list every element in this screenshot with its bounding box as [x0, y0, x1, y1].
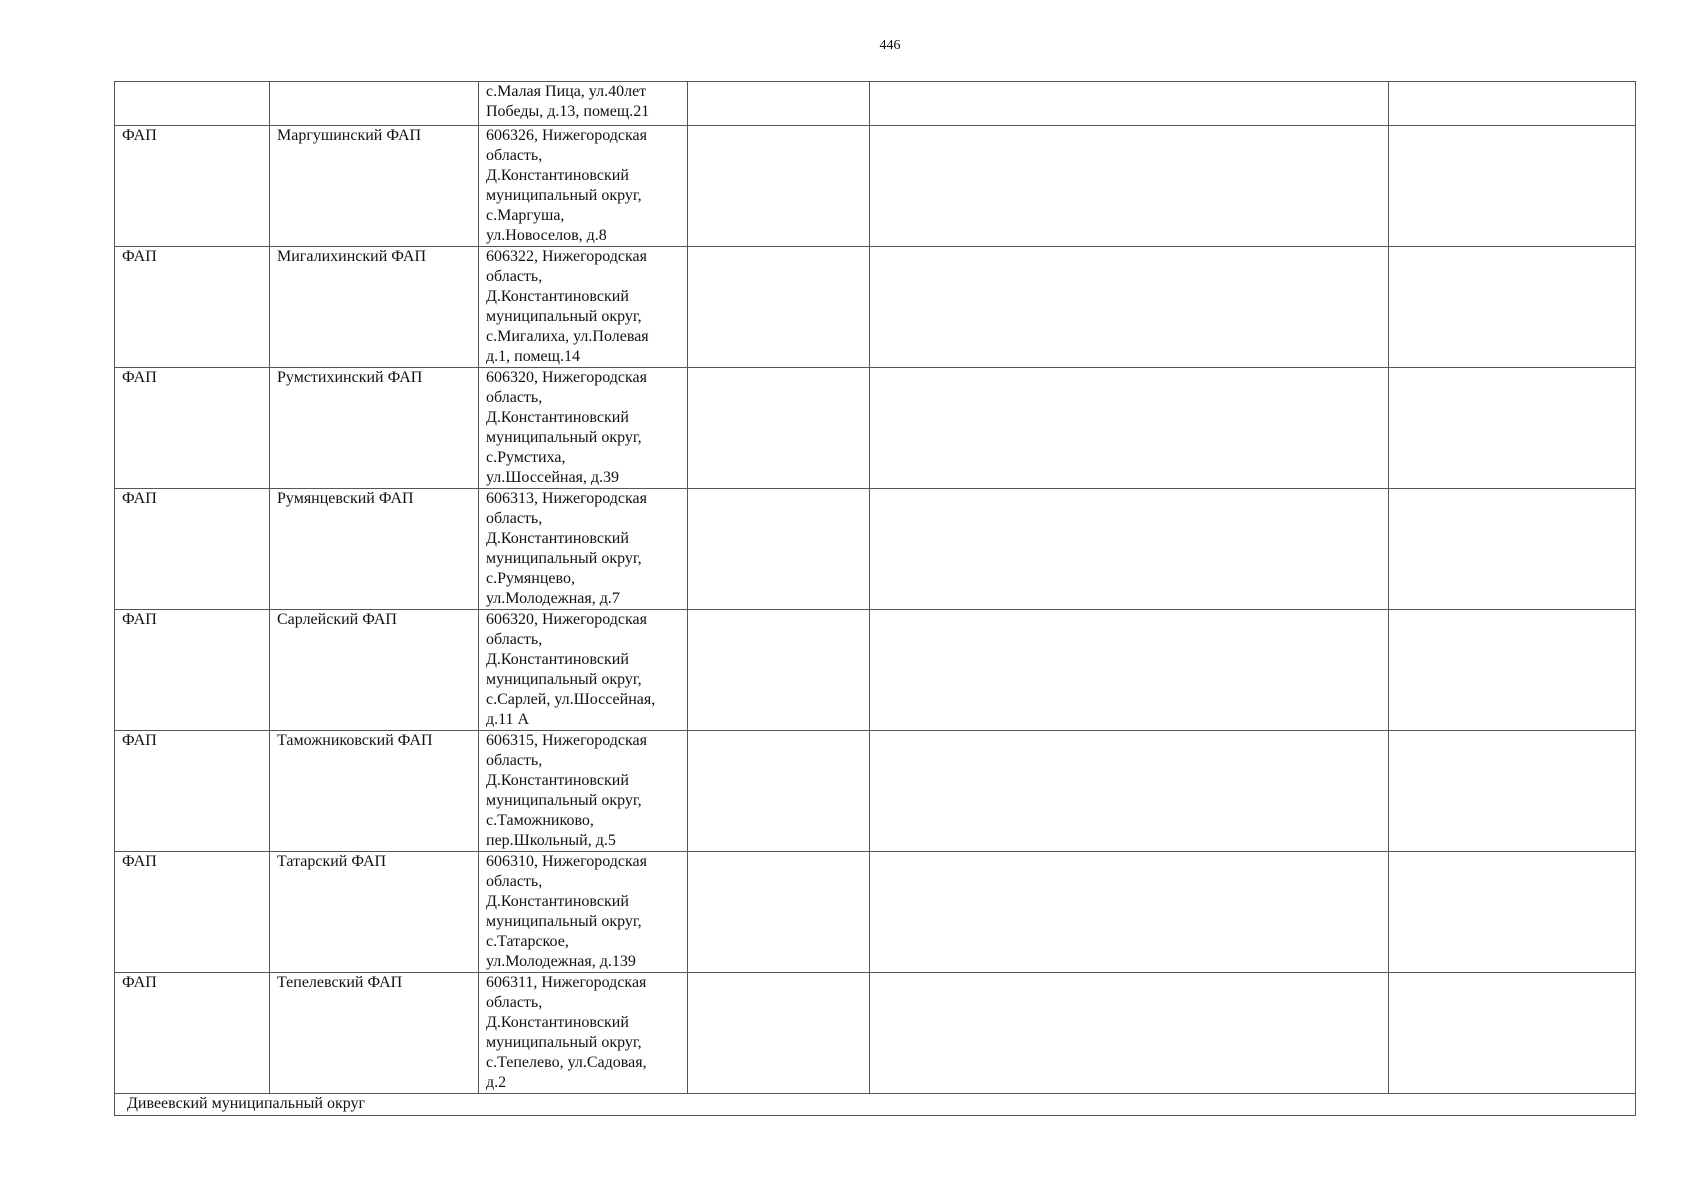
- type-cell: ФАП: [115, 126, 270, 247]
- empty-cell: [1389, 126, 1636, 247]
- empty-cell: [688, 82, 870, 126]
- table-row: [115, 731, 1636, 852]
- address-cell: [479, 368, 688, 489]
- empty-cell: [1389, 368, 1636, 489]
- empty-cell: [870, 247, 1389, 368]
- empty-cell: [1389, 82, 1636, 126]
- address-line: область,: [486, 873, 543, 890]
- type-cell: ФАП: [115, 368, 270, 489]
- empty-cell: [688, 731, 870, 852]
- empty-cell: [688, 126, 870, 247]
- empty-cell: [870, 731, 1389, 852]
- address-line: 606313, Нижегородская: [486, 490, 647, 507]
- table-row: [115, 973, 1636, 1094]
- address-line: Д.Константиновский: [486, 530, 629, 547]
- table-row: [115, 247, 1636, 368]
- table-row: [115, 368, 1636, 489]
- empty-cell: [870, 368, 1389, 489]
- address-line: область,: [486, 268, 543, 285]
- empty-cell: [870, 610, 1389, 731]
- address-line: 606310, Нижегородская: [486, 853, 647, 870]
- name-cell: Тепелевский ФАП: [270, 973, 479, 1094]
- table-row: [115, 126, 1636, 247]
- empty-cell: [688, 489, 870, 610]
- address-line: с.Румстиха,: [486, 449, 566, 466]
- address-line: Д.Константиновский: [486, 167, 629, 184]
- address-line: область,: [486, 389, 543, 406]
- name-cell: Румянцевский ФАП: [270, 489, 479, 610]
- address-line: д.2: [486, 1074, 507, 1091]
- name-cell: Татарский ФАП: [270, 852, 479, 973]
- address-line: 606322, Нижегородская: [486, 248, 647, 265]
- empty-cell: [1389, 973, 1636, 1094]
- address-line: с.Сарлей, ул.Шоссейная,: [486, 691, 656, 708]
- address-line: с.Мигалиха, ул.Полевая: [486, 328, 649, 345]
- address-line: 606320, Нижегородская: [486, 369, 647, 386]
- type-cell: ФАП: [115, 973, 270, 1094]
- address-line: Д.Константиновский: [486, 651, 629, 668]
- address-line: область,: [486, 510, 543, 527]
- name-cell: Таможниковский ФАП: [270, 731, 479, 852]
- type-cell: ФАП: [115, 247, 270, 368]
- section-row: [115, 1094, 1636, 1116]
- name-cell: Сарлейский ФАП: [270, 610, 479, 731]
- page-number: 446: [879, 38, 901, 53]
- type-cell: ФАП: [115, 610, 270, 731]
- address-cell: [479, 610, 688, 731]
- empty-cell: [688, 368, 870, 489]
- address-line: Победы, д.13, помещ.21: [486, 103, 650, 120]
- empty-cell: [1389, 731, 1636, 852]
- address-line: ул.Молодежная, д.7: [486, 590, 620, 607]
- empty-cell: [870, 126, 1389, 247]
- name-cell: Мигалихинский ФАП: [270, 247, 479, 368]
- address-line: Д.Константиновский: [486, 409, 629, 426]
- address-line: д.11 А: [486, 711, 530, 728]
- table-row: [115, 82, 1636, 126]
- address-line: область,: [486, 631, 543, 648]
- address-cell: [479, 126, 688, 247]
- address-line: муниципальный округ,: [486, 671, 642, 688]
- table-row: [115, 610, 1636, 731]
- address-cell: [479, 82, 688, 126]
- facilities-table: [114, 81, 1636, 1116]
- empty-cell: [688, 610, 870, 731]
- address-line: с.Таможниково,: [486, 812, 594, 829]
- empty-cell: [870, 82, 1389, 126]
- address-line: муниципальный округ,: [486, 1034, 642, 1051]
- address-line: муниципальный округ,: [486, 429, 642, 446]
- address-line: Д.Константиновский: [486, 1014, 629, 1031]
- address-line: ул.Шоссейная, д.39: [486, 469, 620, 486]
- address-line: с.Румянцево,: [486, 570, 575, 587]
- empty-cell: [1389, 610, 1636, 731]
- section-heading: Дивеевский муниципальный округ: [115, 1094, 1636, 1116]
- address-cell: [479, 731, 688, 852]
- address-line: пер.Школьный, д.5: [486, 832, 616, 849]
- address-line: ул.Молодежная, д.139: [486, 953, 636, 970]
- name-cell: Румстихинский ФАП: [270, 368, 479, 489]
- address-line: 606311, Нижегородская: [486, 974, 647, 991]
- address-line: область,: [486, 752, 543, 769]
- empty-cell: [1389, 247, 1636, 368]
- type-cell: ФАП: [115, 489, 270, 610]
- address-line: ул.Новоселов, д.8: [486, 227, 607, 244]
- address-line: д.1, помещ.14: [486, 348, 580, 365]
- empty-cell: [688, 852, 870, 973]
- type-cell: [115, 82, 270, 126]
- address-line: 606315, Нижегородская: [486, 732, 647, 749]
- address-line: область,: [486, 147, 543, 164]
- empty-cell: [870, 852, 1389, 973]
- address-line: муниципальный округ,: [486, 187, 642, 204]
- address-line: Д.Константиновский: [486, 893, 629, 910]
- address-line: муниципальный округ,: [486, 550, 642, 567]
- address-cell: [479, 247, 688, 368]
- address-line: муниципальный округ,: [486, 913, 642, 930]
- address-line: 606326, Нижегородская: [486, 127, 647, 144]
- empty-cell: [688, 247, 870, 368]
- address-line: область,: [486, 994, 543, 1011]
- address-cell: [479, 852, 688, 973]
- address-cell: [479, 489, 688, 610]
- table-row: [115, 852, 1636, 973]
- type-cell: ФАП: [115, 852, 270, 973]
- table-row: [115, 489, 1636, 610]
- address-line: Д.Константиновский: [486, 288, 629, 305]
- address-line: муниципальный округ,: [486, 792, 642, 809]
- type-cell: ФАП: [115, 731, 270, 852]
- empty-cell: [1389, 852, 1636, 973]
- address-cell: [479, 973, 688, 1094]
- address-line: 606320, Нижегородская: [486, 611, 647, 628]
- name-cell: [270, 82, 479, 126]
- address-line: с.Малая Пица, ул.40лет: [486, 83, 647, 100]
- address-line: с.Маргуша,: [486, 207, 565, 224]
- table-body: [115, 82, 1636, 1116]
- empty-cell: [870, 973, 1389, 1094]
- empty-cell: [870, 489, 1389, 610]
- address-line: Д.Константиновский: [486, 772, 629, 789]
- name-cell: Маргушинский ФАП: [270, 126, 479, 247]
- empty-cell: [688, 973, 870, 1094]
- address-line: с.Татарское,: [486, 933, 569, 950]
- empty-cell: [1389, 489, 1636, 610]
- address-line: с.Тепелево, ул.Садовая,: [486, 1054, 647, 1071]
- address-line: муниципальный округ,: [486, 308, 642, 325]
